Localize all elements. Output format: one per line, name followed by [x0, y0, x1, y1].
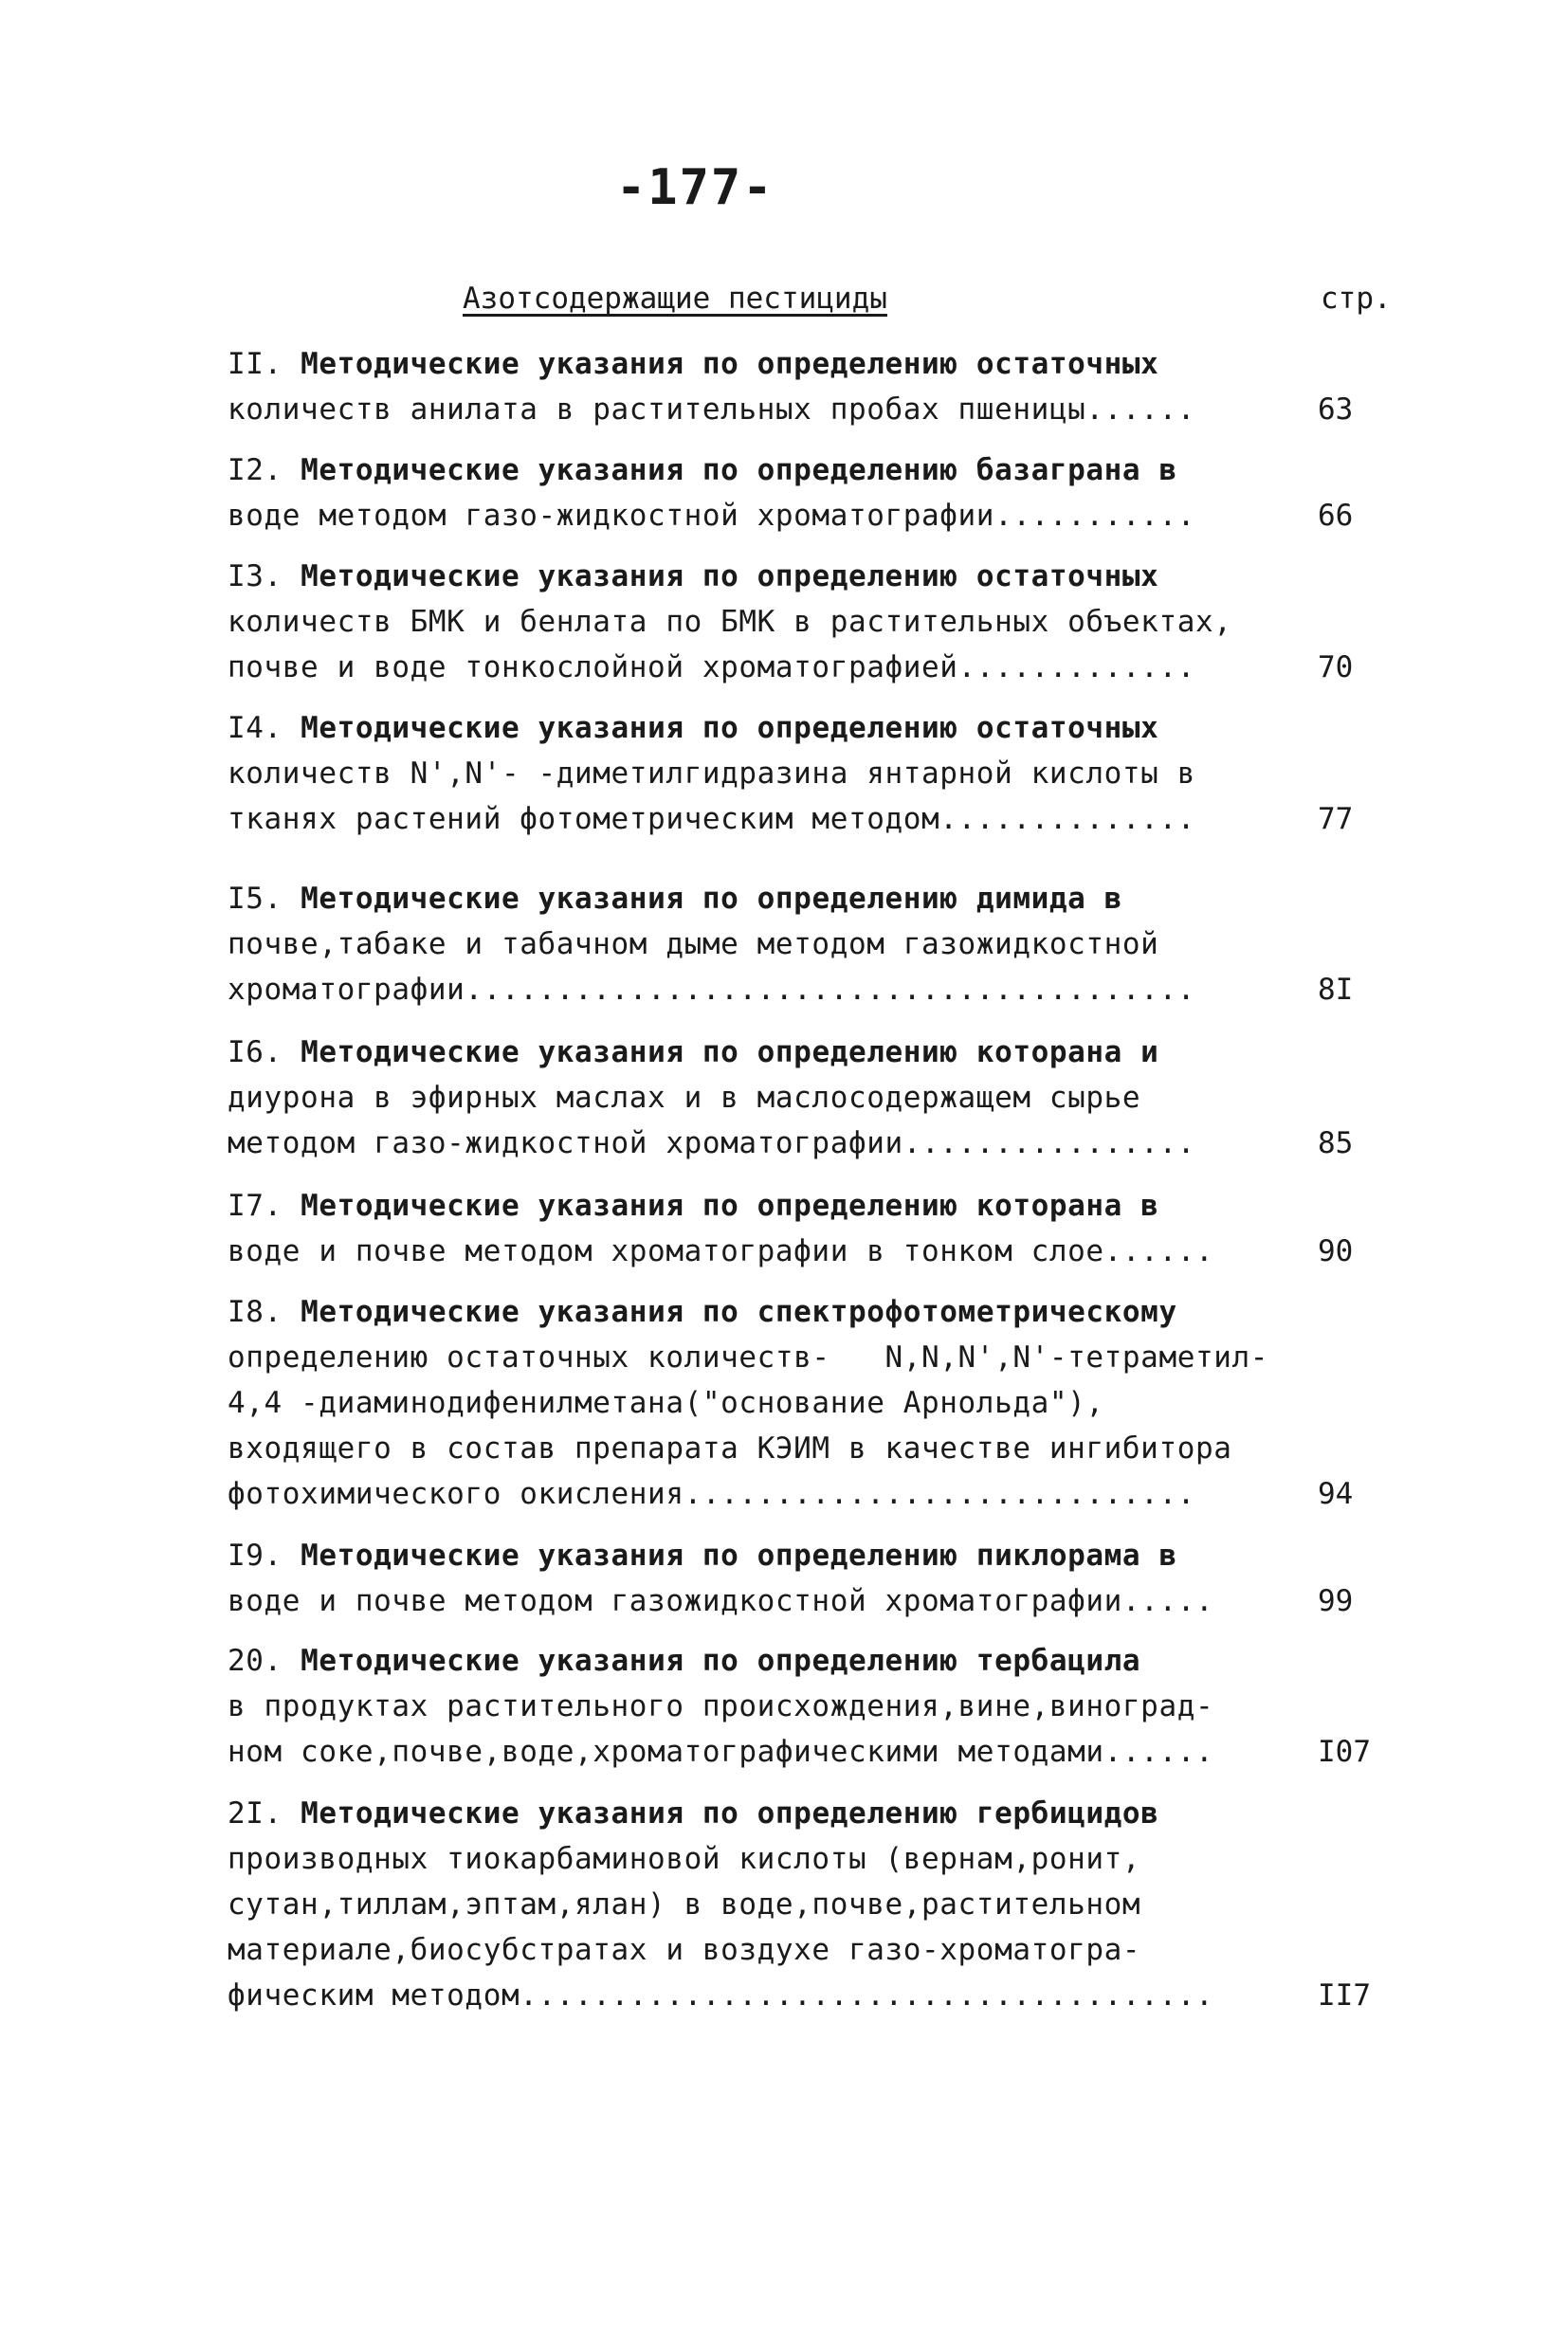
toc-entry-page: 66: [1318, 499, 1354, 533]
page-number: -177-: [616, 159, 775, 216]
toc-entry-title: Методические указания по определению остаточных: [301, 559, 1159, 593]
toc-entry-line: [228, 1638, 1140, 1684]
toc-entry-line: количеств БМК и бенлата по БМК в растительных объектах,: [228, 605, 1232, 639]
toc-entry-line: хроматографии........................................: [228, 973, 1195, 1007]
toc-entry-line: входящего в состав препарата КЭИМ в качестве ингибитора: [228, 1431, 1232, 1466]
toc-entry-line: [228, 1183, 1158, 1229]
toc-entry-line: в продуктах растительного происхождения,вине,виноград-: [228, 1689, 1214, 1723]
toc-entry-line: воде методом газо-жидкостной хроматографии...........: [228, 499, 1195, 533]
toc-entry-title: Методические указания по определению димида в: [301, 882, 1122, 916]
toc-entry-number: II.: [228, 347, 301, 381]
toc-entry-line: почве,табаке и табачном дыме методом газожидкостной: [228, 927, 1159, 961]
toc-entry-page: 70: [1318, 650, 1354, 684]
toc-entry-page: 8I: [1318, 973, 1354, 1007]
toc-entry-line: методом газо-жидкостной хроматографии................: [228, 1126, 1195, 1160]
toc-entry-line: диурона в эфирных маслах и в маслосодержащем сырье: [228, 1081, 1141, 1115]
toc-entry-title: Методические указания по определению пиклорама в: [301, 1539, 1177, 1573]
toc-entry-title: Методические указания по определению которана в: [301, 1189, 1159, 1223]
toc-entry-line: воде и почве методом хроматографии в тонком слое......: [228, 1234, 1214, 1268]
toc-entry-number: I8.: [228, 1295, 301, 1329]
toc-entry-line: фическим методом......................................: [228, 1978, 1214, 2013]
toc-entry-line: материале,биосубстратах и воздухе газо-хроматогра-: [228, 1933, 1141, 1967]
toc-entry-line: 4,4 -диаминодифенилметана("основание Арнольда"),: [228, 1386, 1104, 1420]
toc-entry-page: 63: [1318, 392, 1354, 427]
toc-entry-page: 99: [1318, 1584, 1354, 1618]
toc-entry-title: Методические указания по спектрофотометрическому: [301, 1295, 1177, 1329]
toc-entry-line: [228, 341, 1158, 387]
toc-entry-line: количеств N',N'- -диметилгидразина янтарной кислоты в: [228, 756, 1195, 791]
toc-entry-title: Методические указания по определению базаграна в: [301, 453, 1177, 487]
toc-entry-line: [228, 447, 1177, 493]
toc-entry-title: Методические указания по определению остаточных: [301, 347, 1159, 381]
toc-entry-number: I9.: [228, 1539, 301, 1573]
toc-entry-line: ном соке,почве,воде,хроматографическими методами......: [228, 1735, 1214, 1769]
toc-entry-page: 85: [1318, 1126, 1354, 1160]
toc-entry-line: [228, 1289, 1177, 1335]
toc-entry-title: Методические указания по определению гербицидов: [301, 1796, 1159, 1831]
section-title: Азотсодержащие пестициды: [463, 282, 887, 316]
toc-entry-number: 2I.: [228, 1796, 301, 1831]
page-column-label: стр.: [1321, 282, 1392, 316]
toc-entry-number: 20.: [228, 1644, 301, 1678]
toc-entry-line: почве и воде тонкослойной хроматографией.............: [228, 650, 1195, 684]
toc-entry-number: I7.: [228, 1189, 301, 1223]
toc-entry-title: Методические указания по определению тербацила: [301, 1644, 1141, 1678]
toc-entry-line: [228, 1791, 1158, 1836]
toc-entry-line: производных тиокарбаминовой кислоты (вернам,ронит,: [228, 1842, 1141, 1876]
toc-entry-line: количеств анилата в растительных пробах пшеницы......: [228, 392, 1195, 427]
toc-entry-title: Методические указания по определению остаточных: [301, 711, 1159, 745]
toc-entry-line: [228, 1533, 1177, 1578]
toc-entry-line: определению остаточных количеств- N,N,N',N'-тетраметил-: [228, 1340, 1269, 1375]
toc-entry-line: [228, 554, 1158, 599]
toc-entry-number: I2.: [228, 453, 301, 487]
toc-entry-line: [228, 1030, 1158, 1075]
toc-entry-page: 77: [1318, 802, 1354, 836]
toc-entry-number: I5.: [228, 882, 301, 916]
toc-entry-number: I6.: [228, 1035, 301, 1069]
toc-entry-page: II7: [1318, 1978, 1371, 2013]
toc-entry-number: I3.: [228, 559, 301, 593]
toc-entry-line: фотохимического окисления............................: [228, 1477, 1195, 1511]
toc-entry-title: Методические указания по определению которана и: [301, 1035, 1159, 1069]
toc-entry-page: 90: [1318, 1234, 1354, 1268]
toc-entry-line: воде и почве методом газожидкостной хроматографии.....: [228, 1584, 1214, 1618]
toc-entry-line: [228, 705, 1158, 751]
toc-entry-page: 94: [1318, 1477, 1354, 1511]
toc-entry-line: сутан,тиллам,эптам,ялан) в воде,почве,растительном: [228, 1887, 1141, 1922]
toc-entry-page: I07: [1318, 1735, 1371, 1769]
toc-entry-line: [228, 876, 1122, 921]
toc-entry-line: тканях растений фотометрическим методом..............: [228, 802, 1195, 836]
toc-entry-number: I4.: [228, 711, 301, 745]
